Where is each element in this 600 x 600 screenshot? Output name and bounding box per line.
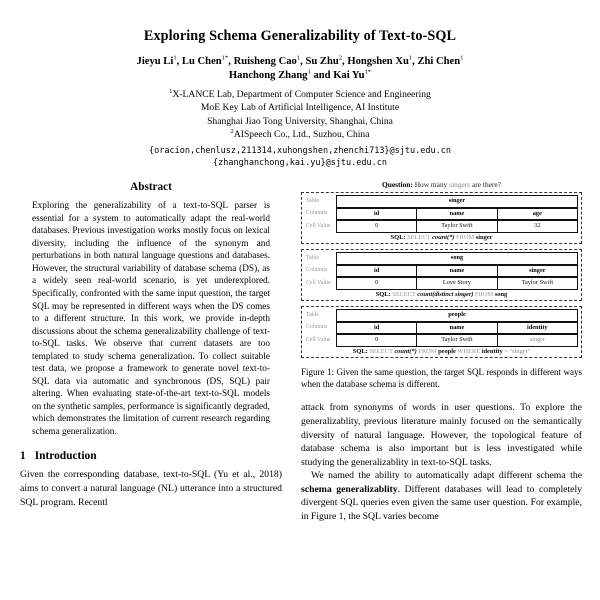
row-label-cell-value: Cell Value: [306, 279, 331, 286]
schema-grid: [305, 252, 578, 290]
sql-token: singer: [475, 234, 493, 242]
author-emails: [40, 145, 560, 170]
cell-value-cell: 0: [337, 335, 417, 347]
figure-question: [301, 180, 582, 189]
columns-row: [336, 208, 578, 221]
cell-value-cell: Taylor Swift: [417, 335, 497, 347]
row-label-cell-value: Cell Value: [306, 222, 331, 229]
column-header-cell: id: [337, 265, 417, 277]
sql-token: FROM: [454, 234, 476, 242]
columns-row: [336, 265, 578, 278]
cell-value-row: [336, 277, 578, 290]
cell-value-row: [336, 220, 578, 233]
schema-grid: [305, 309, 578, 347]
two-column-body: [0, 180, 600, 523]
author-line-2: Hanchong Zhang$^1$ and Kai $Yu^{1*}$: [228, 68, 372, 82]
figure-caption: Figure 1: Given the same question, the target SQL responds in different ways when the database schema is different.: [301, 367, 582, 390]
cell-value-cell: 0: [337, 221, 417, 233]
affiliation-4: $^2$AISpeech Co., Ltd., Suzhou, China: [230, 128, 370, 141]
author-line-1: Jieyu Li$^1$, Lu Chen$^{1*}$, Ruisheng Cao$^1$, Su Zhu$^2$, Hongshen Xu$^1$, Zhi Chen$^1$: [136, 54, 464, 67]
affiliation-1: $^1$X-LANCE Lab, Department of Computer Science and Engineering: [169, 87, 431, 100]
schema-grid: [305, 195, 578, 233]
column-header-cell: id: [337, 208, 417, 220]
sql-line: [305, 290, 578, 299]
left-column: [20, 180, 282, 523]
row-label-table: Table: [306, 254, 319, 261]
row-label-cell-value: Cell Value: [306, 336, 331, 343]
sql-label: SQL:: [390, 234, 408, 242]
sql-token: SELECT: [392, 291, 418, 299]
cell-value-cell: 32: [497, 221, 577, 233]
term-schema-generalizablity: schema generalizablity: [301, 483, 398, 495]
table-name-cell: people: [337, 310, 578, 322]
row-label-columns: Columns: [306, 324, 328, 331]
section-number: 1: [20, 450, 26, 463]
schema-block: [301, 306, 582, 359]
right-p2-b: . Different databases will lead to completely divergent SQL queries even given the same user question. For example, in Figure 1, the SQL varies become: [301, 483, 582, 522]
cell-value-cell: singer: [497, 335, 577, 347]
abstract-heading: Abstract: [130, 181, 172, 194]
schema-block-list: [301, 192, 582, 359]
abstract-text: Exploring the generalizability of a text-to-SQL parser is essential for a system to automatically adapt the real-world databases. Previous investigation works mostly focus on lexical diversity, including the influence of the synonym and perturbations in both natural language questions and databases. However, the structural variability of database schema (DS), as a widely seen real-world scenario, is yet underexplored. Specifically, confronted with the same input question, the target SQL may be represented in different ways when the DS comes to a different structure. In this work, we provide in-depth discussions about the schema generalizability challenge of text-to-SQL tasks. We observe that current datasets are too templated to study schema generalization. To collect suitable test data, we propose a framework to generate novel text-to-SQL data via automatic and synchronous (DS, SQL) pair altering. When evaluating state-of-the-art text-to-SQL models on the synthetic samples, performance is significantly degraded, which demonstrates the limitation of current research regarding schema generalization.: [32, 201, 270, 437]
column-header-cell: name: [417, 208, 497, 220]
cell-value-cell: Taylor Swift: [497, 278, 577, 290]
sql-token: identity: [481, 348, 503, 356]
column-header-cell: age: [497, 208, 577, 220]
cell-value-cell: Love Story: [417, 278, 497, 290]
row-label-columns: Columns: [306, 210, 328, 217]
intro-paragraph-1: Given the corresponding database, text-to-SQL (Yu et al., 2018) aims to convert a natural language (NL) utterance into a structured SQL program. Recentl: [20, 469, 282, 508]
sql-token: count(*): [394, 348, 417, 356]
column-header-cell: name: [417, 322, 497, 334]
affiliation-3: Shanghai Jiao Tong University, Shanghai, China: [207, 115, 393, 127]
cell-value-cell: Taylor Swift: [417, 221, 497, 233]
sql-token: count(distinct singer): [417, 291, 474, 299]
column-header-cell: id: [337, 322, 417, 334]
table-name-cell: song: [337, 253, 578, 265]
right-p2-a: We named the ability to automatically adapt different schema the: [311, 470, 582, 482]
schema-block: [301, 192, 582, 245]
table-name-cell: singer: [337, 196, 578, 208]
right-column: [301, 180, 582, 523]
sql-token: = "singer": [502, 348, 531, 356]
sql-line: [305, 347, 578, 356]
sql-label: SQL:: [375, 291, 393, 299]
sql-token: FROM: [473, 291, 495, 299]
sql-token: WHERE: [455, 348, 482, 356]
sql-token: people: [438, 348, 456, 356]
sql-token: count(*): [432, 234, 455, 242]
question-keyword: singers: [449, 180, 471, 190]
column-header-cell: name: [417, 265, 497, 277]
row-label-table: Table: [306, 311, 319, 318]
abstract-body: [20, 200, 282, 438]
question-text: How many: [414, 180, 448, 190]
row-label-columns: Columns: [306, 267, 328, 274]
email-line-2: {zhanghanchong,kai.yu}@sjtu.edu.cn: [213, 157, 387, 168]
columns-row: [336, 322, 578, 335]
column-header-cell: identity: [497, 322, 577, 334]
figure-1: [301, 180, 582, 390]
question-label: Question:: [382, 180, 413, 190]
sql-token: SELECT: [369, 348, 395, 356]
affiliation-2: MoE Key Lab of Artificial Intelligence, AI Institute: [200, 102, 400, 114]
right-paragraph-2: [301, 469, 582, 523]
table-name-row: [336, 252, 578, 265]
question-tail: are there?: [472, 180, 501, 190]
page-title: Exploring Schema Generalizability of Text-to-SQL: [143, 28, 457, 44]
sql-line: [305, 233, 578, 242]
paper-header: [0, 0, 600, 169]
email-line-1: {oracion,chenlusz,211314,xuhongshen,zhenchi713}@sjtu.edu.cn: [149, 145, 451, 156]
cell-value-cell: 0: [337, 278, 417, 290]
right-paragraph-1: attack from synonyms of words in user questions. To explore the generalizablity, previous literature mainly focused on the semantically diversity of natural language. However, the topological feature of database schema is also important but is less investigated while studying the generalizablity in text-to-SQL tasks.: [301, 402, 582, 468]
section-heading-introduction: [20, 450, 282, 462]
sql-label: SQL:: [352, 348, 370, 356]
sql-token: SELECT: [407, 234, 433, 242]
affiliations: [40, 88, 560, 142]
sql-token: song: [494, 291, 508, 299]
table-name-row: [336, 195, 578, 208]
sql-token: FROM: [416, 348, 439, 356]
section-title: Introduction: [34, 450, 97, 463]
table-name-row: [336, 309, 578, 322]
schema-block: [301, 249, 582, 302]
column-header-cell: singer: [497, 265, 577, 277]
row-label-table: Table: [306, 197, 319, 204]
cell-value-row: [336, 334, 578, 347]
